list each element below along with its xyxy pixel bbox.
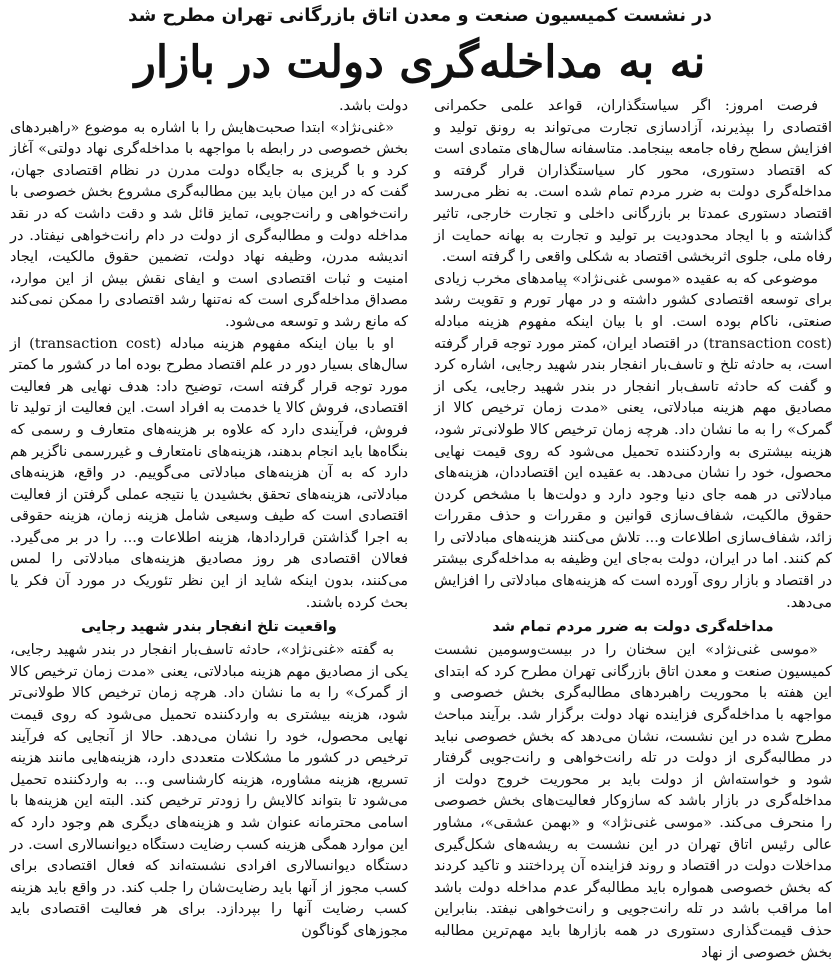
article-kicker: در نشست کمیسیون صنعت و معدن اتاق بازرگانی تهران مطرح شد xyxy=(128,5,712,26)
paragraph: او با بیان اینکه مفهوم هزینه مبادله (transaction cost) از سال‌های بسیار دور در علم اقتصاد مطرح بوده اما در کشور ما کمتر مورد توجه قرار گرفته است، توضیح داد: هدف نهایی هر فعالیت اقتصادی، فروش کالا یا خدمت به افراد است. این فعالیت از تولید تا فروش، فرآیندی دارد که علاوه بر هزینه‌های متعارف و رسمی که بنگاه‌ها باید انجام بدهند، هزینه‌های نامتعارف و غیررسمی ناگزیر هم دارد که به آن هزینه‌های مبادلاتی می‌گوییم. در واقع، هزینه‌های مبادلاتی، هزینه‌های تحقق بخشیدن یا نتیجه عملی گرفتن از فعالیت اقتصادی است که طیف وسیعی شامل هزینه زمان، هزینه حقوقی به اجرا گذاشتن قراردادها، هزینه اطلاعات و... را در بر می‌گیرد. فعالان اقتصادی هر روز مصادیق هزینه‌های مبادلاتی را لمس می‌کنند، بدون اینکه شاید از این نظر تئوریک در مورد آن فکر یا بحث کرده باشند. xyxy=(10,335,408,611)
paragraph: موضوعی که به عقیده «موسی غنی‌نژاد» پیامدهای مخرب زیادی برای توسعه اقتصادی کشور داشته و در مهار تورم و تقویت رشد صنعتی، ناکام بوده است. او با بیان اینکه مفهوم هزینه مبادله (transaction cost) در اقتصاد ایران، کمتر مورد توجه قرار گرفته است، به حادثه تلخ و تاسف‌بار انفجار بندر شهید رجایی، اشاره کرد و گفت که حادثه تاسف‌بار انفجار در بندر شهید رجایی، یکی از مصادیق مهم هزینه مبادلاتی، یعنی «مدت زمان ترخیص کالا از گمرک» را به ما نشان داد. هرچه زمان ترخیص کالا طولانی‌تر شود، هزینه بیشتری به واردکننده تحمیل می‌شود که روی قیمت نهایی محصول، خود را نشان می‌دهد. به عقیده این اقتصاددان، هزینه‌های مبادلاتی در همه جای دنیا وجود دارد و دولت‌ها با مشخص کردن حقوق مالکیت، شفاف‌سازی قوانین و مقررات و حذف مقررات زائد، شفاف‌سازی اطلاعات و... تلاش می‌کنند هزینه‌های مبادلاتی را کم کنند. اما در ایران، دولت به‌جای این وظیفه به مداخله‌گری بیشتر در اقتصاد و بازار روی آورده است که هزینه‌های مبادلاتی را افزایش می‌دهد. xyxy=(434,270,832,611)
article-headline: نه به مداخله‌گری دولت در بازار xyxy=(134,37,706,88)
paragraph: «غنی‌نژاد» ابتدا صحبت‌هایش را با اشاره به موضوع «راهبردهای بخش خصوصی در رابطه با مواجهه با مداخله‌گری نهاد دولتی» آغاز کرد و با گریزی به جایگاه دولت مدرن در نظام اقتصادی جهان، گفت که در این میان باید بین مطالبه‌گری مشروع بخش خصوصی با رانت‌خواهی و رانت‌جویی، تمایز قائل شد و دقت داشت که در نقد مداخله دولت و مطالبه‌گری از دولت در دام رانت‌خواهی نیفتاد. در اندیشه مدرن، وظیفه نهاد دولت، تضمین حقوق مالکیت، ایجاد امنیت و ثبات اقتصادی است و ایفای نقش بیش از این موارد، مصداق مداخله‌گری است که نه‌تنها رشد اقتصادی را ممکن نمی‌کند که مانع رشد و توسعه می‌شود. xyxy=(10,119,408,330)
right-column xyxy=(434,96,833,961)
paragraph: «موسی غنی‌نژاد» این سخنان را در بیست‌وسومین نشست کمیسیون صنعت و معدن اتاق بازرگانی تهران مطرح کرد که ابتدای این هفته با محوریت راهبردهای مطالبه‌گری بخش خصوصی و مواجهه با مداخله‌گری فزاینده نهاد دولت برگزار شد. برآیند مباحث مطرح شده در این نشست، نشان می‌دهد که بخش خصوصی نباید در مطالبه‌گری از دولت در تله رانت‌خواهی و رانت‌جویی گرفتار شود و خواسته‌اش از دولت باید بر محوریت خروج دولت از مداخله‌گری در بازار باشد که سازوکار فعالیت‌های بخش خصوصی را منحرف می‌کند. «موسی غنی‌نژاد» و «بهمن عشقی»، مشاور عالی رئیس اتاق تهران در این نشست به ریشه‌های شکل‌گیری مداخلات دولت در اقتصاد و روند فزاینده آن پرداختند و تاکید کردند که بخش خصوصی همواره باید مطالبه‌گر عدم مداخله دولت باشد اما مراقب باشد در تله رانت‌جویی و رانت‌خواهی نیفتد. بنابراین حذف قیمت‌گذاری دستوری در همه بازارها باید مهم‌ترین مطالبه بخش خصوصی از نهاد xyxy=(434,642,833,961)
paragraph-continuation: دولت باشد. xyxy=(338,98,408,114)
paragraph: به گفته «غنی‌نژاد»، حادثه تاسف‌بار انفجار در بندر شهید رجایی، یکی از مصادیق مهم هزینه مبادلاتی، یعنی «مدت زمان ترخیص کالا از گمرک» را به ما نشان داد. هرچه زمان ترخیص کالا طولانی‌تر شود، هزینه بیشتری به واردکننده تحمیل می‌شود که روی قیمت نهایی محصول، خود را نشان می‌دهد. حالا از آنجایی که فرآیند ترخیص در کشور ما مشکلات متعددی دارد، هزینه‌هایی مانند هزینه تسریع، هزینه مشاوره، هزینه کارشناسی و... به واردکننده تحمیل می‌شود تا بتواند کالایش را زودتر ترخیص کند. البته این هزینه‌ها با اسامی محترمانه عنوان شد و هزینه‌های دیگری هم وجود دارد که این موارد همگی هزینه کسب رضایت دستگاه دیوانسالاری است. در دستگاه دیوانسالاری افرادی نشسته‌اند که فعال اقتصادی برای کسب مجوز از آنها باید رضایت‌شان را جلب کند. در واقع باید هزینه کسب رضایت آنها را بپردازد. برای هر فعالیت اقتصادی باید مجوزهای گوناگون xyxy=(10,642,408,939)
section-subheading: مداخله‌گری دولت به ضرر مردم تمام شد xyxy=(492,619,774,636)
paragraph: فرصت امروز: اگر سیاستگذاران، قواعد علمی حکمرانی اقتصادی را بپذیرند، آزادسازی تجارت می‌تواند به رونق تولید و افزایش سطح رفاه جامعه بینجامد. متاسفانه سال‌های متمادی است که اقتصاد دستوری، محور کار سیاستگذاران قرار گرفته و مداخله‌گری دولت به ضرر مردم تمام شده است. به نظر می‌رسد اقتصاد دستوری عمدتا بر بازرگانی داخلی و تجارت خارجی، تاثیر گذاشته و با ایجاد محدودیت بر تولید و تجارت به بهانه حمایت از رفاه ملی، جلوی اثربخشی اقتصاد به شکلی واقعی را گرفته است. xyxy=(434,98,832,266)
left-column xyxy=(10,96,408,938)
section-subheading: واقعیت تلخ انفجار بندر شهید رجایی xyxy=(81,619,337,636)
